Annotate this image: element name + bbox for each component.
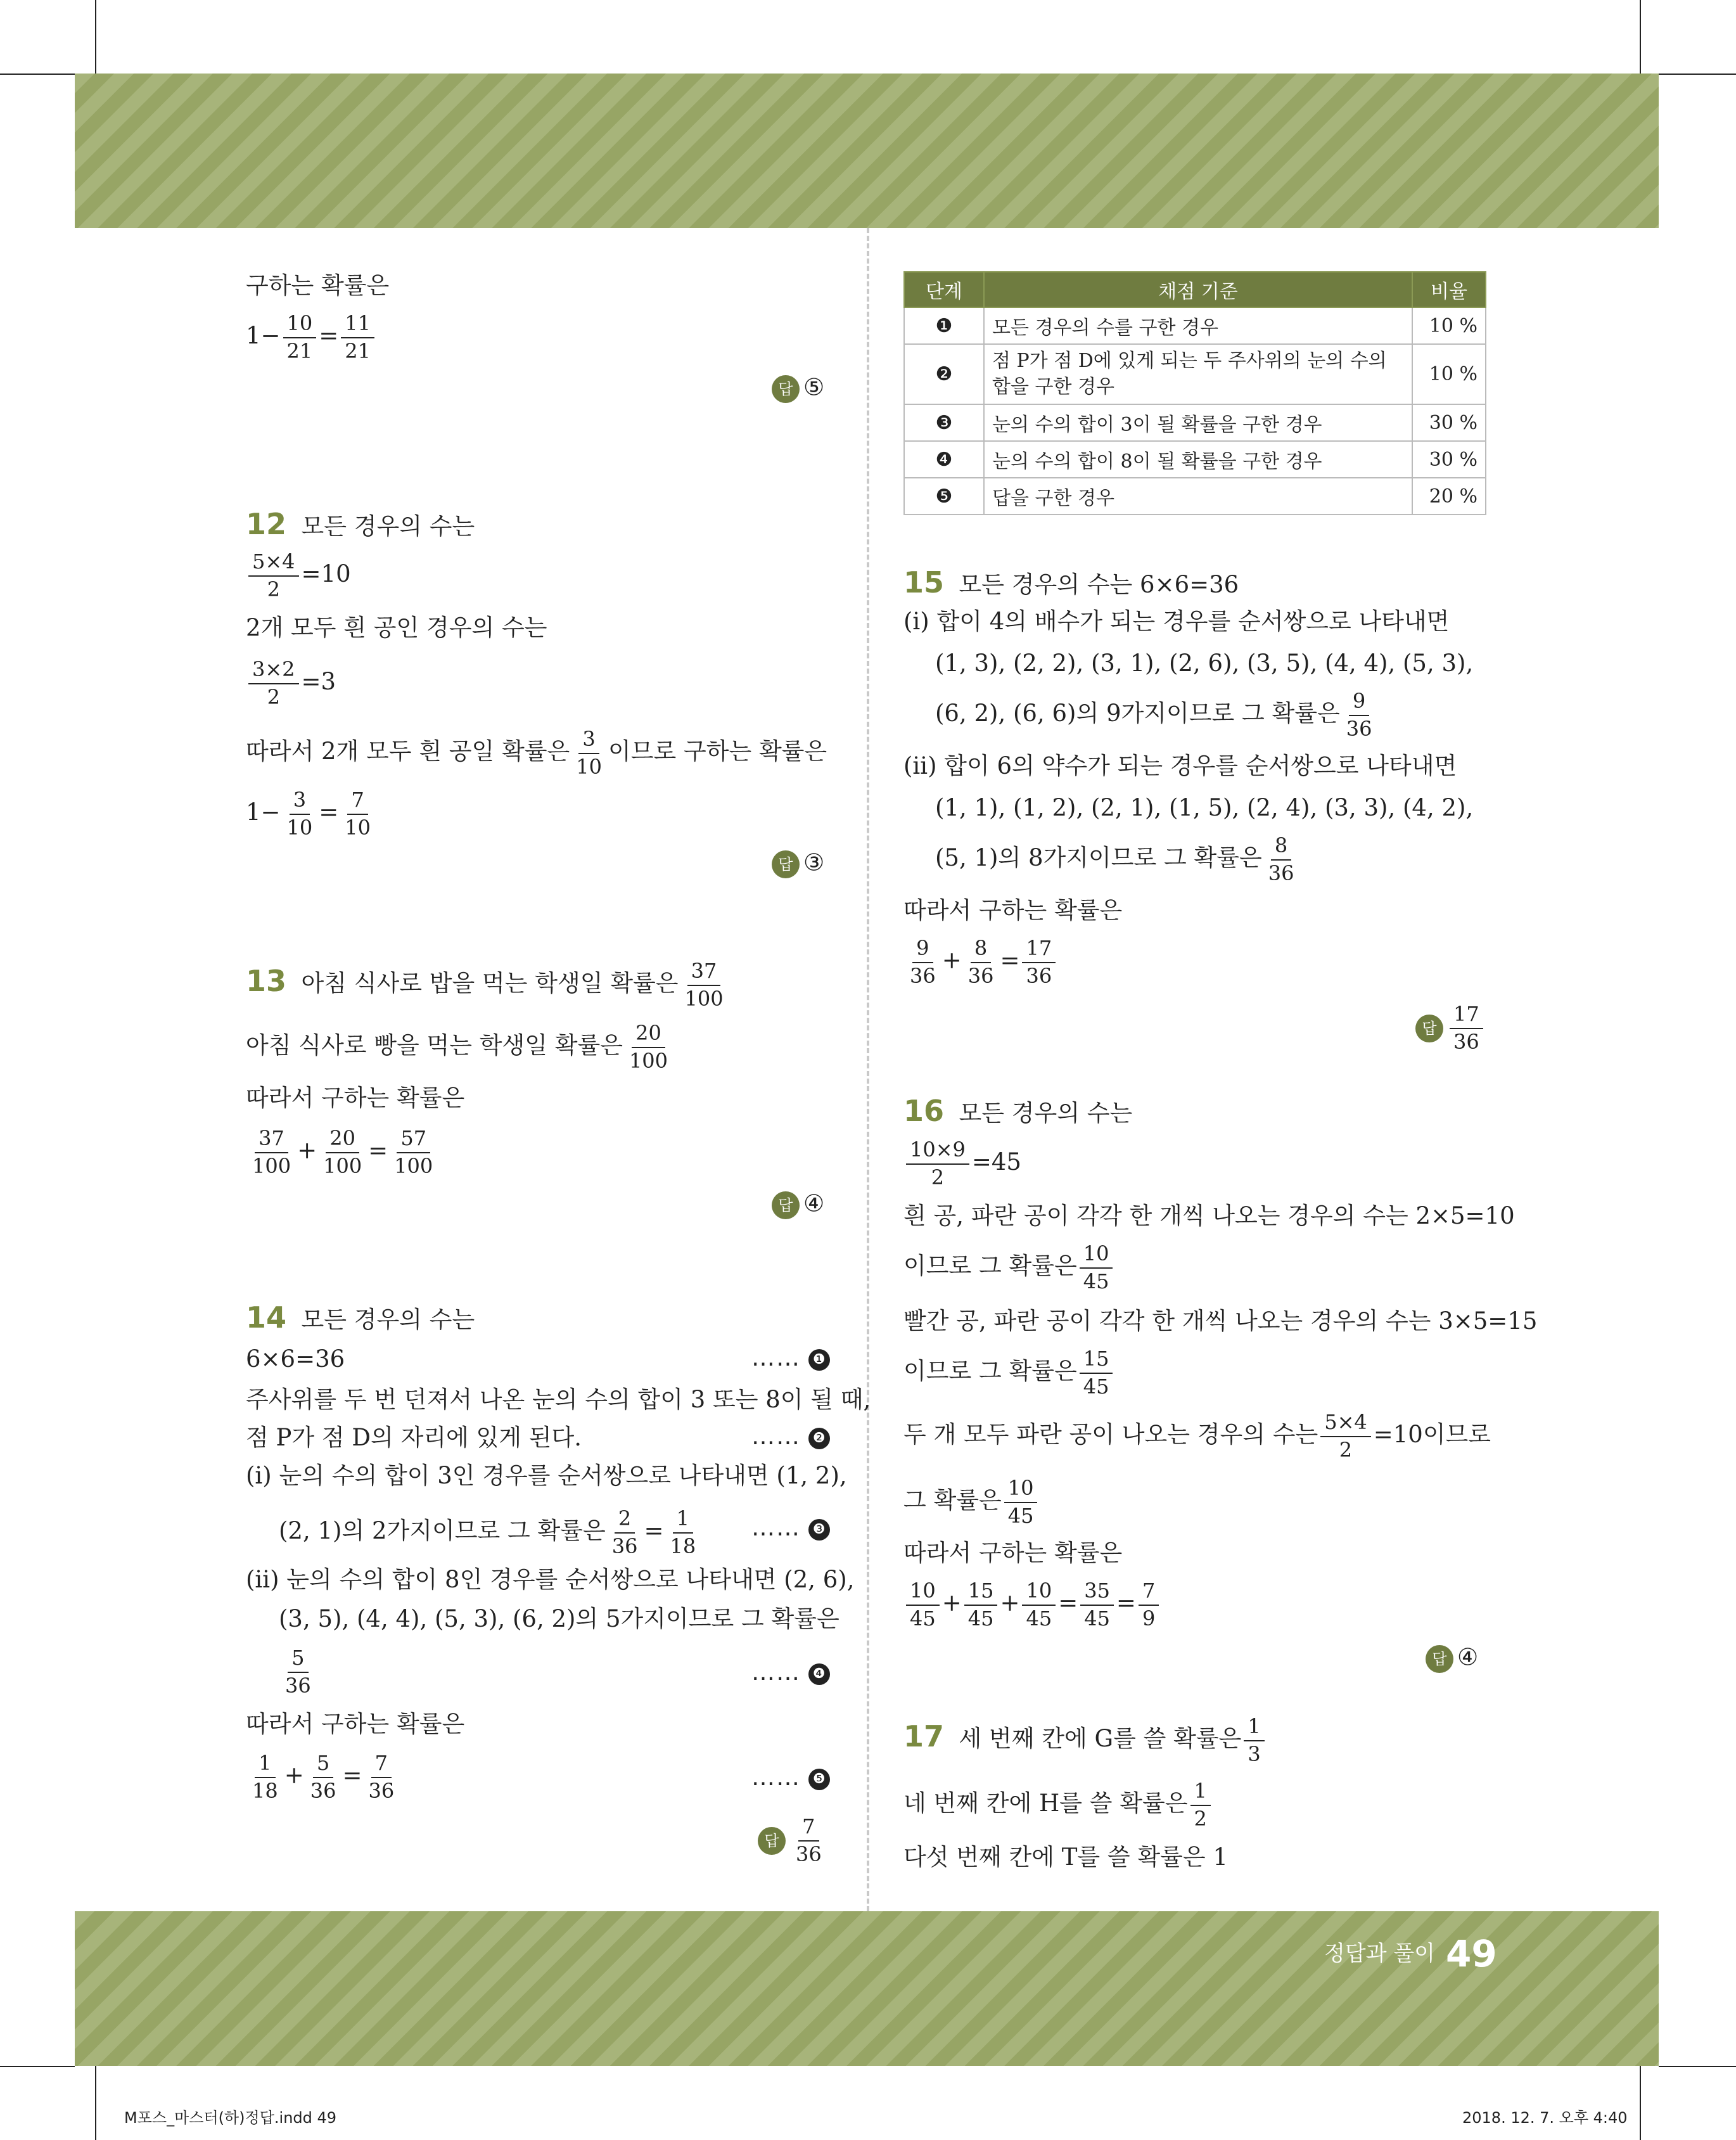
table-row: ❸ 눈의 수의 합이 3이 될 확률을 구한 경우 30 % — [904, 404, 1486, 441]
p17-text-2: 네 번째 칸에 H를 쓸 확률은 $\frac{1}{2}$ — [903, 1781, 1213, 1829]
p14-equation-10: $\frac{1}{18}$ + $\frac{5}{36}$ = $\frac{7}{36}$ — [252, 1751, 395, 1803]
p13-heading: 13 아침 식사로 밥을 먹는 학생일 확률은 $\frac{37}{100}$ — [246, 959, 724, 1011]
page-number: 49 — [1446, 1932, 1497, 1975]
p14-answer: 답 $\frac{7}{36}$ — [758, 1816, 828, 1865]
p16-text-3: 이므로 그 확률은 $\frac{10}{45}$ — [903, 1243, 1115, 1292]
step-marker-1: …… ❶ — [751, 1346, 830, 1371]
p15-text-2: (ⅰ) 합이 4의 배수가 되는 경우를 순서쌍으로 나타내면 — [903, 608, 1450, 635]
p14-equation-1: 6×6=36 — [246, 1345, 345, 1373]
print-timestamp: 2018. 12. 7. 오후 4:40 — [1462, 2109, 1628, 2127]
p13-text-3: 따라서 구하는 확률은 — [246, 1084, 465, 1112]
crop-mark — [0, 74, 75, 75]
table-row: ❶ 모든 경우의 수를 구한 경우 10 % — [904, 307, 1486, 344]
p16-answer: 답 ④ — [1426, 1645, 1478, 1673]
problem-number: 14 — [246, 1300, 287, 1335]
step-marker-5: …… ❺ — [751, 1765, 830, 1790]
section-title: 정답과 풀이 — [1324, 1941, 1436, 1966]
p14-heading: 14 모든 경우의 수는 — [246, 1300, 475, 1335]
column-divider — [867, 228, 869, 1911]
p14-text-3: 점 P가 점 D의 자리에 있게 된다. — [246, 1424, 582, 1451]
file-info: M포스_마스터(하)정답.indd 49 — [124, 2109, 337, 2127]
table-row: ❺ 답을 구한 경우 20 % — [904, 478, 1486, 515]
p17-heading: 17 세 번째 칸에 G를 쓸 확률은 $\frac{1}{3}$ — [903, 1716, 1267, 1765]
p13-equation: $\frac{37}{100}$ + $\frac{20}{100}$ = $\frac{57}{100}$ — [252, 1126, 433, 1178]
rubric-header: 단계 — [904, 272, 984, 307]
crop-mark — [1659, 2066, 1736, 2067]
step-marker-4: …… ❹ — [751, 1660, 830, 1685]
scoring-rubric-table — [903, 271, 1486, 515]
crop-mark — [1640, 2066, 1641, 2140]
problem-number: 17 — [903, 1719, 945, 1754]
p12-text-2: 2개 모두 흰 공인 경우의 수는 — [246, 614, 547, 641]
p15-text-5: (ⅱ) 합이 6의 약수가 되는 경우를 순서쌍으로 나타내면 — [903, 752, 1457, 779]
problem-number: 15 — [903, 565, 945, 599]
p16-text-8: 따라서 구하는 확률은 — [903, 1539, 1123, 1567]
table-row: ❹ 눈의 수의 합이 8이 될 확률을 구한 경우 30 % — [904, 441, 1486, 478]
answer-badge: 답 — [772, 375, 800, 403]
p12-equation-1: $\frac{5\times 4}{2}$ =10 — [246, 551, 351, 600]
p16-equation-9: $\frac{10}{45}$ + $\frac{15}{45}$ + $\frac{10}{45}$ = $\frac{35}{45}$ = $\frac{7}{9}$ — [903, 1580, 1161, 1629]
p13-answer: 답 ④ — [772, 1191, 824, 1219]
p16-heading: 16 모든 경우의 수는 — [903, 1094, 1133, 1128]
answer-badge: 답 — [1415, 1015, 1443, 1042]
p16-text-2: 흰 공, 파란 공이 각각 한 개씩 나오는 경우의 수는 2×5=10 — [903, 1202, 1515, 1229]
table-row: ❷ 점 P가 점 D에 있게 되는 두 주사위의 눈의 수의 합을 구한 경우 10 % — [904, 344, 1486, 404]
step-marker-2: …… ❷ — [751, 1425, 830, 1449]
crop-mark — [95, 2066, 96, 2140]
p16-equation-1: $\frac{10\times 9}{2}$ =45 — [903, 1139, 1021, 1188]
p16-text-5: 이므로 그 확률은 $\frac{15}{45}$ — [903, 1349, 1115, 1397]
p15-text-3: (1, 3), (2, 2), (3, 1), (2, 6), (3, 5), (4, 4), (5, 3), — [935, 650, 1474, 677]
step-marker-3: …… ❸ — [751, 1516, 830, 1541]
p12-equation-3: 1− $\frac{3}{10}$ = $\frac{7}{10}$ — [246, 788, 371, 840]
problem-number: 12 — [246, 507, 287, 541]
p11-equation: 1− $\frac{10}{21}$ = $\frac{11}{21}$ — [246, 313, 377, 362]
p11-text: 구하는 확률은 — [246, 272, 390, 299]
p15-text-7: (5, 1)의 8가지이므로 그 확률은 $\frac{8}{36}$ — [935, 833, 1294, 885]
p14-text-6: (ⅱ) 눈의 수의 합이 8인 경우를 순서쌍으로 나타내면 (2, 6), — [246, 1566, 855, 1593]
p17-text-3: 다섯 번째 칸에 T를 쓸 확률은 1 — [903, 1843, 1228, 1871]
rubric-header: 비율 — [1412, 272, 1486, 307]
answer-badge: 답 — [758, 1827, 786, 1855]
p15-heading: 15 모든 경우의 수는 6×6=36 — [903, 565, 1239, 599]
p12-answer: 답 ③ — [772, 850, 824, 878]
p16-text-4: 빨간 공, 파란 공이 각각 한 개씩 나오는 경우의 수는 3×5=15 — [903, 1307, 1538, 1335]
p15-text-4: (6, 2), (6, 6)의 9가지이므로 그 확률은 $\frac{9}{36}$ — [935, 689, 1372, 741]
crop-mark — [0, 2066, 75, 2067]
problem-number: 16 — [903, 1094, 945, 1128]
p12-text-3: 따라서 2개 모두 흰 공일 확률은 $\frac{3}{10}$ 이므로 구하는 확률은 — [246, 727, 827, 779]
answer-badge: 답 — [772, 850, 800, 878]
crop-mark — [1640, 0, 1641, 74]
p14-fraction-8: $\frac{5}{36}$ — [285, 1646, 311, 1698]
problem-number: 13 — [246, 964, 287, 999]
p14-text-4: (ⅰ) 눈의 수의 합이 3인 경우를 순서쌍으로 나타내면 (1, 2), — [246, 1462, 847, 1489]
answer-badge: 답 — [772, 1191, 800, 1219]
crop-mark — [95, 0, 96, 74]
answer-badge: 답 — [1426, 1645, 1453, 1673]
p14-text-7: (3, 5), (4, 4), (5, 3), (6, 2)의 5가지이므로 그 확률은 — [279, 1605, 839, 1632]
p14-text-2: 주사위를 두 번 던져서 나온 눈의 수의 합이 3 또는 8이 될 때, — [246, 1386, 871, 1413]
p16-text-7: 그 확률은 $\frac{10}{45}$ — [903, 1478, 1040, 1527]
footer-band — [75, 1911, 1659, 2066]
p16-text-6: 두 개 모두 파란 공이 나오는 경우의 수는 $\frac{5\times 4}{2}$ =10이므로 — [903, 1410, 1491, 1462]
p15-text-6: (1, 1), (1, 2), (2, 1), (1, 5), (2, 4), (3, 3), (4, 2), — [935, 794, 1474, 821]
rubric-header: 채점 기준 — [984, 272, 1412, 307]
p14-text-9: 따라서 구하는 확률은 — [246, 1710, 465, 1738]
p12-equation-2: $\frac{3\times 2}{2}$ =3 — [246, 659, 336, 708]
p15-text-8: 따라서 구하는 확률은 — [903, 897, 1123, 924]
p11-answer: 답 ⑤ — [772, 375, 824, 403]
p15-answer: 답 $\frac{17}{36}$ — [1415, 1004, 1486, 1053]
crop-mark — [1659, 74, 1736, 75]
p14-text-5: (2, 1)의 2가지이므로 그 확률은 $\frac{2}{36}$ = $\frac{1}{18}$ — [279, 1506, 696, 1558]
header-band — [75, 74, 1659, 228]
p15-equation: $\frac{9}{36}$ + $\frac{8}{36}$ = $\frac{17}{36}$ — [903, 938, 1058, 987]
p12-heading: 12 모든 경우의 수는 — [246, 507, 475, 541]
p13-text-2: 아침 식사로 빵을 먹는 학생일 확률은 $\frac{20}{100}$ — [246, 1021, 668, 1073]
